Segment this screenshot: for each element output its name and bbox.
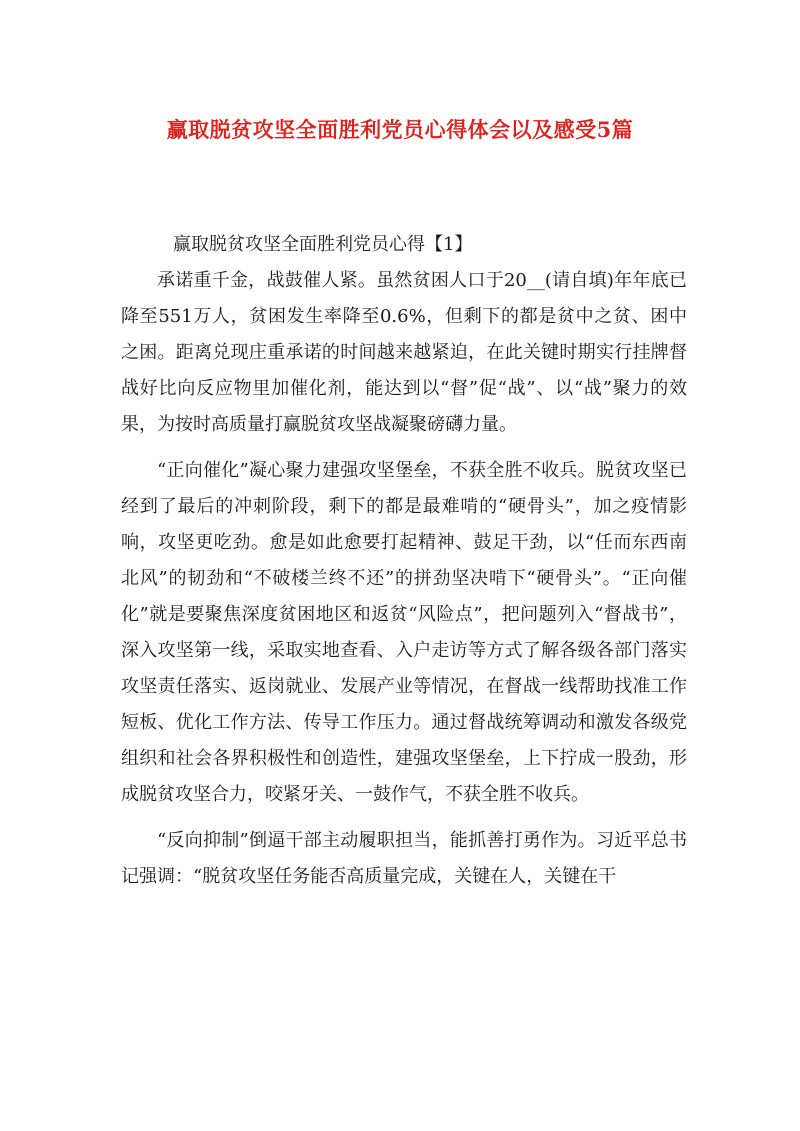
document-body [121,227,687,895]
body-paragraph: 承诺重千金，战鼓催人紧。虽然贫困人口于20__(请自填)年年底已降至551万人，贫困发生率降至0.6%，但剩下的都是贫中之贫、困中之困。距离兑现庄重承诺的时间越来越紧迫，在此关键时期实行挂牌督战好比向反应物里加催化剂，能达到以“督”促“战”、以“战”聚力的效果，为按时高质量打赢脱贫攻坚战凝聚磅礴力量。 [121,270,687,435]
body-paragraph: “反向抑制”倒逼干部主动履职担当，能抓善打勇作为。习近平总书记强调：“脱贫攻坚任务能否高质量完成，关键在人，关键在干 [121,830,687,887]
body-paragraph: “正向催化”凝心聚力建强攻坚堡垒，不获全胜不收兵。脱贫攻坚已经到了最后的冲刺阶段，剩下的都是最难啃的“硬骨头”，加之疫情影响，攻坚更吃劲。愈是如此愈要打起精神、鼓足干劲，以“任而东西南北风”的韧劲和“不破楼兰终不还”的拼劲坚决啃下“硬骨头”。“正向催化”就是要聚焦深度贫困地区和返贫“风险点”，把问题列入“督战书”，深入攻坚第一线，采取实地查看、入户走访等方式了解各级各部门落实攻坚责任落实、返岗就业、发展产业等情况，在督战一线帮助找准工作短板、优化工作方法、传导工作压力。通过督战统筹调动和激发各级党组织和社会各界积极性和创造性，建强攻坚堡垒，上下拧成一股劲，形成脱贫攻坚合力，咬紧牙关、一鼓作气，不获全胜不收兵。 [121,460,687,805]
section-heading: 赢取脱贫攻坚全面胜利党员心得【1】 [173,234,473,255]
document-title: 赢取脱贫攻坚全面胜利党员心得体会以及感受5篇 [166,117,634,143]
